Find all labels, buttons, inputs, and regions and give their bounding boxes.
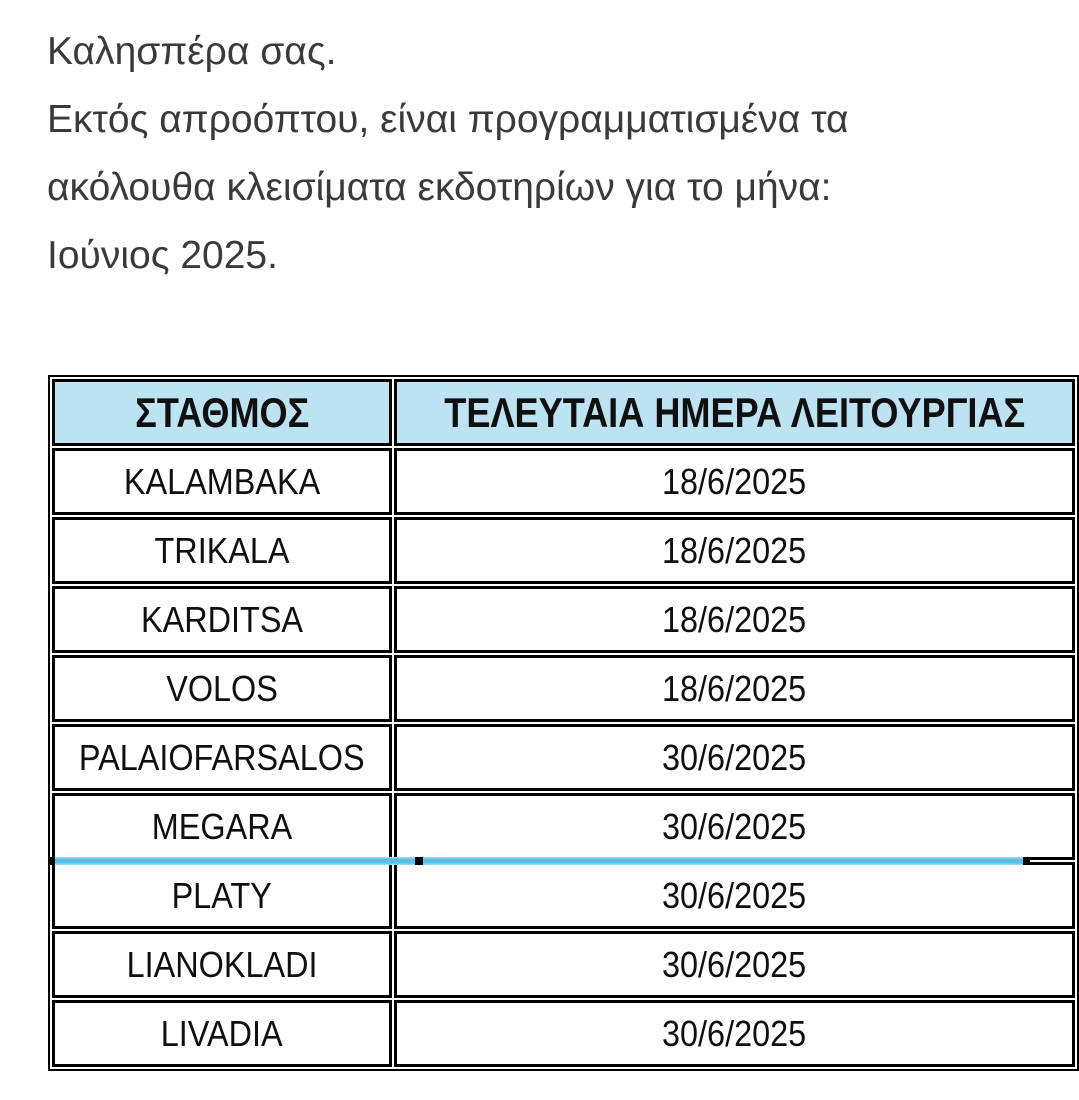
station-cell: KALAMBAKA: [52, 448, 392, 515]
station-cell: KARDITSA: [52, 586, 392, 653]
table-right-border-patch: [1023, 857, 1030, 865]
last-day-cell: 18/6/2025: [394, 517, 1076, 584]
last-day-cell: 30/6/2025: [394, 793, 1076, 860]
station-cell: TRIKALA: [52, 517, 392, 584]
intro-line-month: Ιούνιος 2025.: [47, 234, 278, 277]
station-cell: VOLOS: [52, 655, 392, 722]
stations-table: [48, 375, 1079, 1071]
last-day-cell: 30/6/2025: [394, 931, 1076, 998]
table-header-station: [52, 379, 392, 446]
table-row: [52, 793, 1075, 860]
table-row: [52, 931, 1075, 998]
station-cell: PLATY: [52, 862, 392, 929]
table-row: [52, 862, 1075, 929]
intro-line-2: ακόλουθα κλεισίματα εκδοτηρίων για το μήνα:: [47, 166, 832, 209]
station-cell: PALAIOFARSALOS: [52, 724, 392, 791]
intro-line-greeting: Καλησπέρα σας.: [47, 30, 337, 73]
table-header-station-label: ΣΤΑΘΜΟΣ: [134, 388, 309, 436]
station-cell: LIVADIA: [52, 1000, 392, 1067]
table-divider-border-patch: [415, 857, 423, 865]
page-seam-line: [48, 857, 1030, 865]
station-cell: MEGARA: [52, 793, 392, 860]
last-day-cell: 18/6/2025: [394, 655, 1076, 722]
table-row: [52, 448, 1075, 515]
intro-line-1: Εκτός απροόπτου, είναι προγραμματισμένα τα: [47, 98, 849, 141]
station-cell: LIANOKLADI: [52, 931, 392, 998]
table-row: [52, 517, 1075, 584]
last-day-cell: 30/6/2025: [394, 1000, 1076, 1067]
last-day-cell: 18/6/2025: [394, 586, 1076, 653]
table-left-border-patch: [48, 857, 55, 865]
table-header-last-day: [394, 379, 1076, 446]
last-day-cell: 18/6/2025: [394, 448, 1076, 515]
last-day-cell: 30/6/2025: [394, 724, 1076, 791]
table-row: [52, 724, 1075, 791]
last-day-cell: 30/6/2025: [394, 862, 1076, 929]
table-row: [52, 655, 1075, 722]
table-row: [52, 586, 1075, 653]
table-header-last-day-label: ΤΕΛΕΥΤΑΙΑ ΗΜΕΡΑ ΛΕΙΤΟΥΡΓΙΑΣ: [443, 388, 1025, 436]
table-row: [52, 1000, 1075, 1067]
table-header-row: [52, 379, 1075, 446]
intro-text: [47, 18, 1037, 290]
